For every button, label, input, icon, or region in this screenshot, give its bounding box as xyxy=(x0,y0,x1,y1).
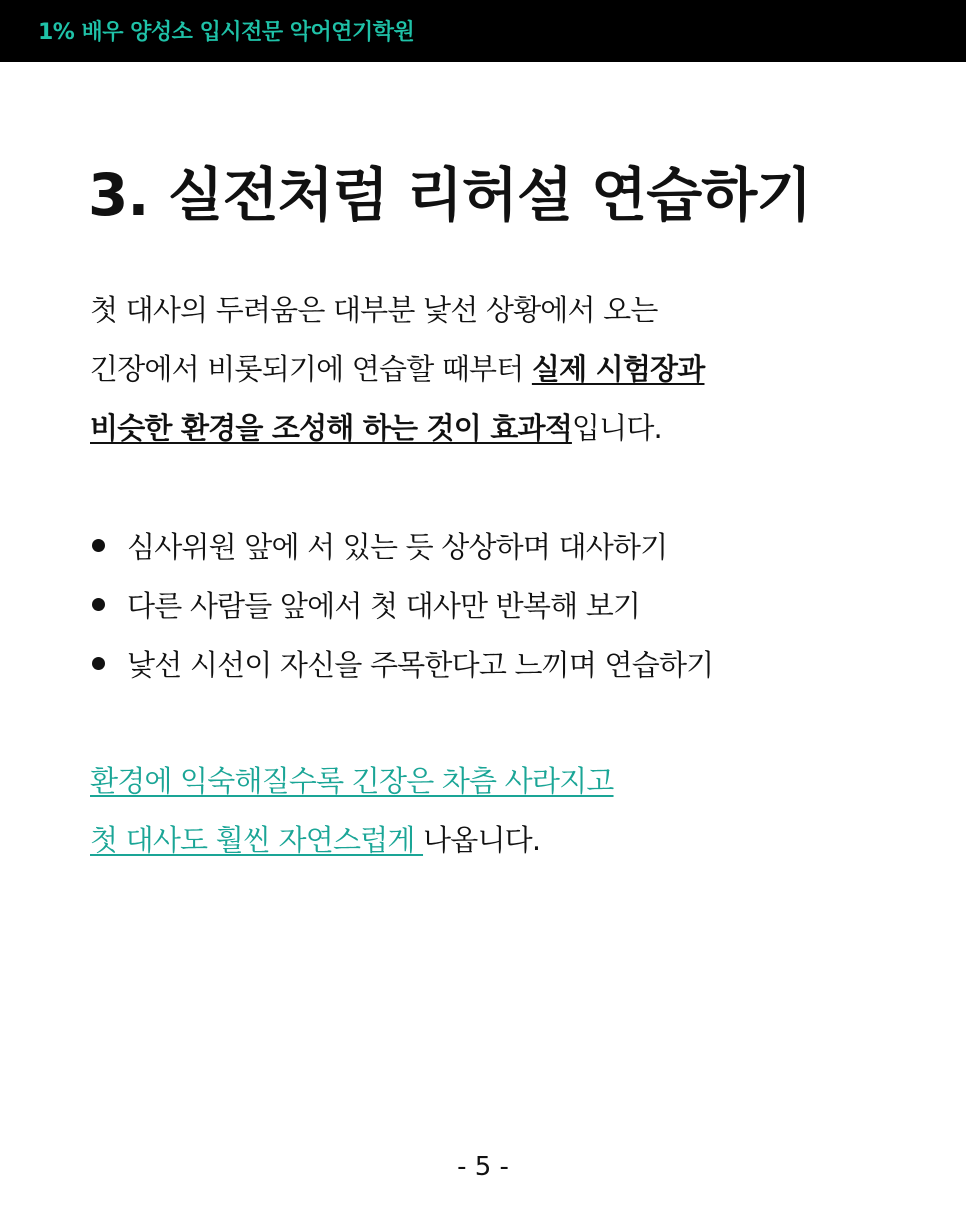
list-item-text: 심사위원 앞에 서 있는 듯 상상하며 대사하기 xyxy=(127,530,668,564)
closing-line-1 xyxy=(90,752,614,811)
intro-line-2 xyxy=(90,340,704,399)
intro-emphasis-1: 실제 시험장과 xyxy=(531,352,705,386)
closing-line-2-text: 나옵니다. xyxy=(423,823,541,857)
list-item-text: 다른 사람들 앞에서 첫 대사만 반복해 보기 xyxy=(127,589,641,623)
top-bar xyxy=(0,0,966,62)
intro-line-3-text: 입니다. xyxy=(571,411,662,445)
bullet-dot-icon xyxy=(92,539,105,552)
closing-paragraph xyxy=(90,752,614,870)
intro-paragraph xyxy=(90,281,704,458)
list-item xyxy=(92,634,713,693)
closing-line-2 xyxy=(90,811,614,870)
list-item xyxy=(92,575,713,634)
tips-list xyxy=(92,516,713,693)
intro-emphasis-2: 비슷한 환경을 조성해 하는 것이 효과적 xyxy=(90,411,572,445)
closing-highlight-2: 첫 대사도 훨씬 자연스럽게 xyxy=(90,823,424,857)
list-item-text: 낯선 시선이 자신을 주목한다고 느끼며 연습하기 xyxy=(127,648,714,682)
closing-highlight-1: 환경에 익숙해질수록 긴장은 차츰 사라지고 xyxy=(90,764,614,798)
intro-line-1: 첫 대사의 두려움은 대부분 낯선 상황에서 오는 xyxy=(90,293,658,327)
page-title: 3. 실전처럼 리허설 연습하기 xyxy=(88,161,812,229)
intro-line-3 xyxy=(90,399,704,458)
bullet-dot-icon xyxy=(92,657,105,670)
list-item xyxy=(92,516,713,575)
page-number: - 5 - xyxy=(457,1152,509,1182)
bullet-dot-icon xyxy=(92,598,105,611)
intro-line-2-text: 긴장에서 비롯되기에 연습할 때부터 xyxy=(90,352,532,386)
academy-title: 1% 배우 양성소 입시전문 악어연기학원 xyxy=(38,20,415,45)
